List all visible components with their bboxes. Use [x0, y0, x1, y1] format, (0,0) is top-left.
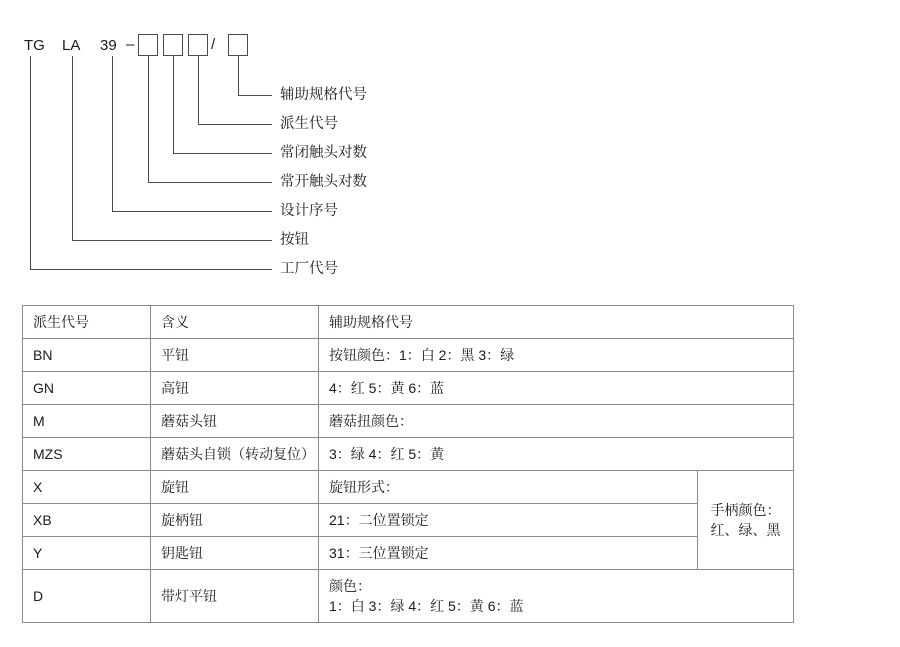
cell-aux-mzs: 3：绿 4：红 5：黄 [319, 438, 794, 471]
header-aux-spec: 辅助规格代号 [319, 306, 794, 339]
leader-horizontal-no-contacts [148, 182, 272, 183]
code-token-slash: / [211, 36, 216, 53]
handle-color-label: 手柄颜色： [710, 502, 781, 518]
table-row [23, 537, 794, 570]
cell-meaning-d: 带灯平钮 [151, 570, 319, 623]
leader-vertical-derivative [198, 56, 199, 124]
table-row [23, 339, 794, 372]
cell-aux-d-line1: 颜色： [329, 578, 371, 594]
leader-vertical-button [72, 56, 73, 240]
leader-label-derivative: 派生代号 [280, 116, 338, 132]
cell-code-x: X [23, 471, 151, 504]
cell-aux-m: 蘑菇扭颜色： [319, 405, 794, 438]
handle-color-values: 红、绿、黑 [710, 522, 781, 538]
cell-code-d: D [23, 570, 151, 623]
table-row [23, 504, 794, 537]
cell-code-y: Y [23, 537, 151, 570]
code-token-dash: – [126, 36, 135, 53]
leader-vertical-factory [30, 56, 31, 269]
leader-label-button: 按钮 [280, 232, 309, 248]
cell-code-bn: BN [23, 339, 151, 372]
cell-code-mzs: MZS [23, 438, 151, 471]
code-box-nc-contacts [163, 34, 183, 56]
table-row [23, 405, 794, 438]
code-box-aux-spec [228, 34, 248, 56]
header-derivative-code: 派生代号 [23, 306, 151, 339]
code-box-derivative [188, 34, 208, 56]
leader-horizontal-nc-contacts [173, 153, 272, 154]
cell-meaning-m: 蘑菇头钮 [151, 405, 319, 438]
leader-horizontal-design-no [112, 211, 272, 212]
cell-meaning-xb: 旋柄钮 [151, 504, 319, 537]
cell-meaning-gn: 高钮 [151, 372, 319, 405]
code-box-no-contacts [138, 34, 158, 56]
leader-horizontal-derivative [198, 124, 272, 125]
cell-aux-y: 31：三位置锁定 [319, 537, 698, 570]
leader-vertical-no-contacts [148, 56, 149, 182]
leader-label-factory: 工厂代号 [280, 261, 338, 277]
header-meaning: 含义 [151, 306, 319, 339]
leader-vertical-aux-spec [238, 56, 239, 95]
cell-aux-d-line2: 1：白 3：绿 4：红 5：黄 6：蓝 [329, 598, 524, 614]
leader-label-no-contacts: 常开触头对数 [280, 174, 367, 190]
cell-meaning-x: 旋钮 [151, 471, 319, 504]
code-token-button: LA [62, 37, 81, 54]
cell-aux-bn: 按钮颜色：1：白 2：黑 3：绿 [319, 339, 794, 372]
cell-handle-color [698, 471, 794, 570]
specification-table [22, 305, 794, 623]
cell-code-gn: GN [23, 372, 151, 405]
leader-vertical-nc-contacts [173, 56, 174, 153]
type-designation-diagram [0, 0, 900, 295]
leader-label-aux-spec: 辅助规格代号 [280, 87, 367, 103]
cell-aux-xb: 21：二位置锁定 [319, 504, 698, 537]
cell-meaning-bn: 平钮 [151, 339, 319, 372]
code-token-factory: TG [24, 37, 45, 54]
cell-meaning-y: 钥匙钮 [151, 537, 319, 570]
table-row [23, 372, 794, 405]
leader-horizontal-factory [30, 269, 272, 270]
leader-label-nc-contacts: 常闭触头对数 [280, 145, 367, 161]
cell-aux-d [319, 570, 794, 623]
table-header-row [23, 306, 794, 339]
code-token-design: 39 [100, 37, 117, 54]
table-row [23, 570, 794, 623]
cell-code-m: M [23, 405, 151, 438]
cell-meaning-mzs: 蘑菇头自锁（转动复位） [151, 438, 319, 471]
cell-aux-gn: 4：红 5：黄 6：蓝 [319, 372, 794, 405]
leader-horizontal-aux-spec [238, 95, 272, 96]
leader-label-design-no: 设计序号 [280, 203, 338, 219]
cell-aux-x: 旋钮形式： [319, 471, 698, 504]
table-row [23, 438, 794, 471]
cell-code-xb: XB [23, 504, 151, 537]
leader-horizontal-button [72, 240, 272, 241]
table-row [23, 471, 794, 504]
leader-vertical-design-no [112, 56, 113, 211]
